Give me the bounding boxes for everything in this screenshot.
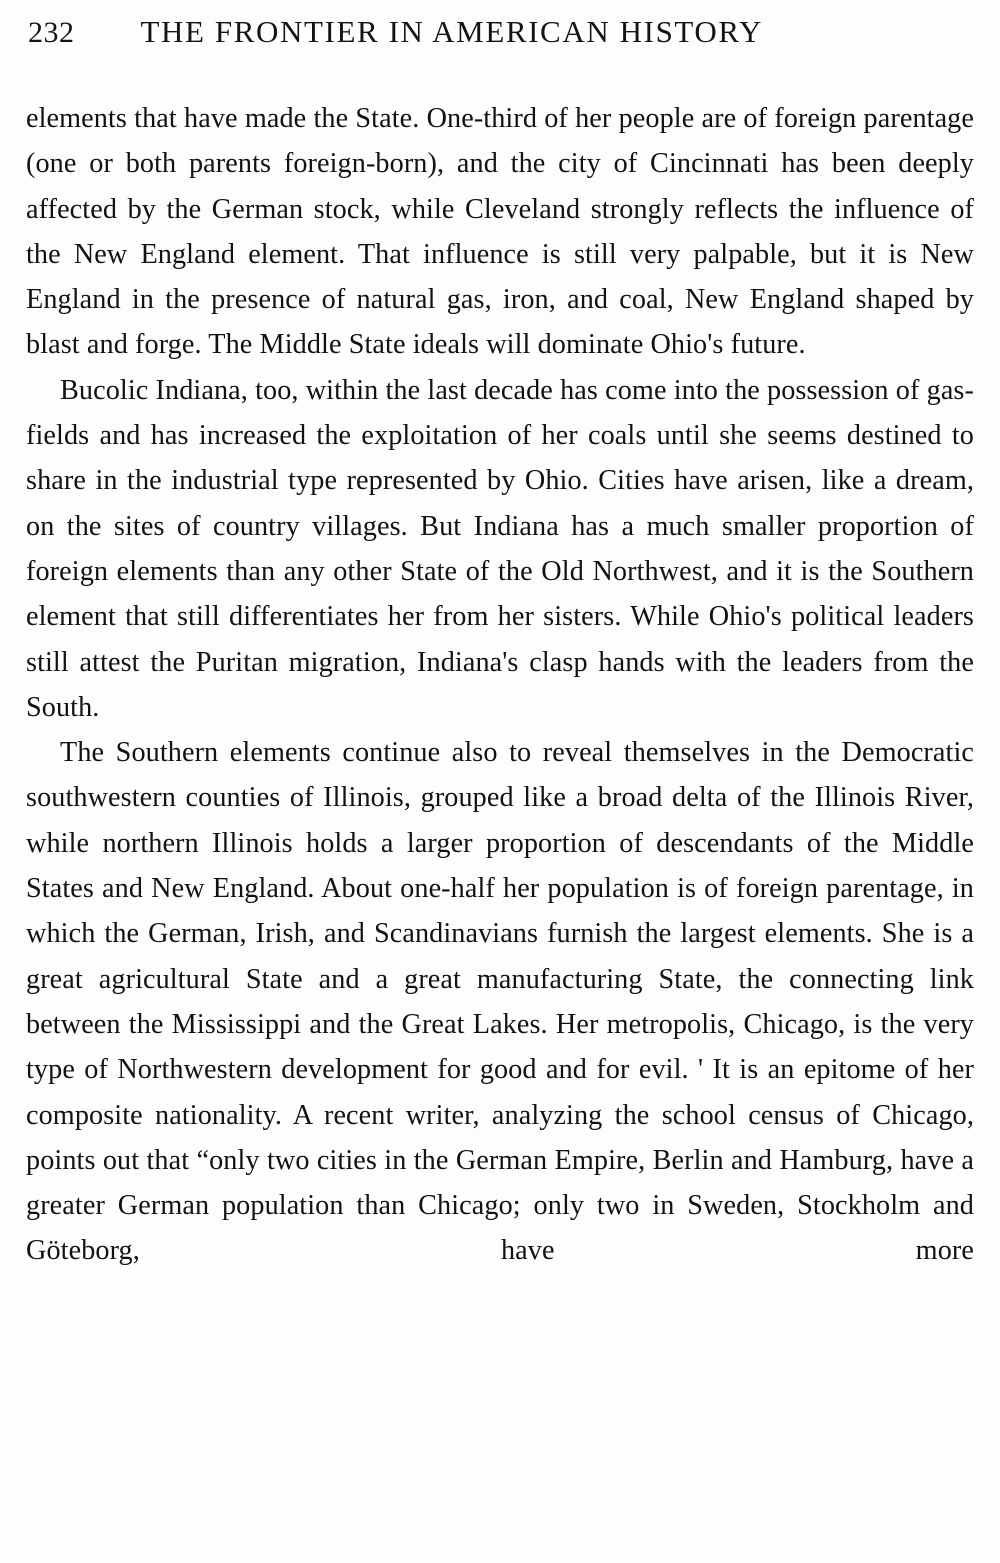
page-number: 232 (28, 16, 75, 49)
paragraph: The Southern elements continue also to reveal themselves in the Democratic southwestern counties of Illinois, grouped like a broad delta of the Illinois River, while northern Illinois holds a larger proportion of descendants of the Middle States and New England. About one-half her population is of foreign parentage, in which the German, Irish, and Scandinavians furnish the largest elements. She is a great agricultural State and a great manufacturing State, the connecting link between the Mississippi and the Great Lakes. Her metropolis, Chicago, is the very type of Northwestern development for good and for evil. ' It is an epitome of her composite nationality. A recent writer, analyzing the school census of Chicago, points out that “only two cities in the German Empire, Berlin and Hamburg, have a greater German population than Chicago; only two in Sweden, Stockholm and Göteborg, have more (26, 737, 974, 1267)
running-title: THE FRONTIER IN AMERICAN HISTORY (140, 14, 763, 49)
paragraph: elements that have made the State. One-third of her people are of foreign parentage (one or both parents foreign-born), and the city of Cincinnati has been deeply affected by the German stock, while Cleveland strongly reflects the influence of the New England element. That influence is still very palpable, but it is New England in the presence of natural gas, iron, and coal, New England shaped by blast and forge. The Middle State ideals will dominate Ohio's future. (26, 103, 974, 361)
page-body (0, 50, 1000, 1319)
paragraph: Bucolic Indiana, too, within the last decade has come into the possession of gas-fields and has increased the exploitation of her coals until she seems destined to share in the industrial type represented by Ohio. Cities have arisen, like a dream, on the sites of country villages. But Indiana has a much smaller proportion of foreign elements than any other State of the Old Northwest, and it is the Southern element that still differentiates her from her sisters. While Ohio's political leaders still attest the Puritan migration, Indiana's clasp hands with the leaders from the South. (26, 374, 974, 723)
page-header (0, 0, 1000, 50)
